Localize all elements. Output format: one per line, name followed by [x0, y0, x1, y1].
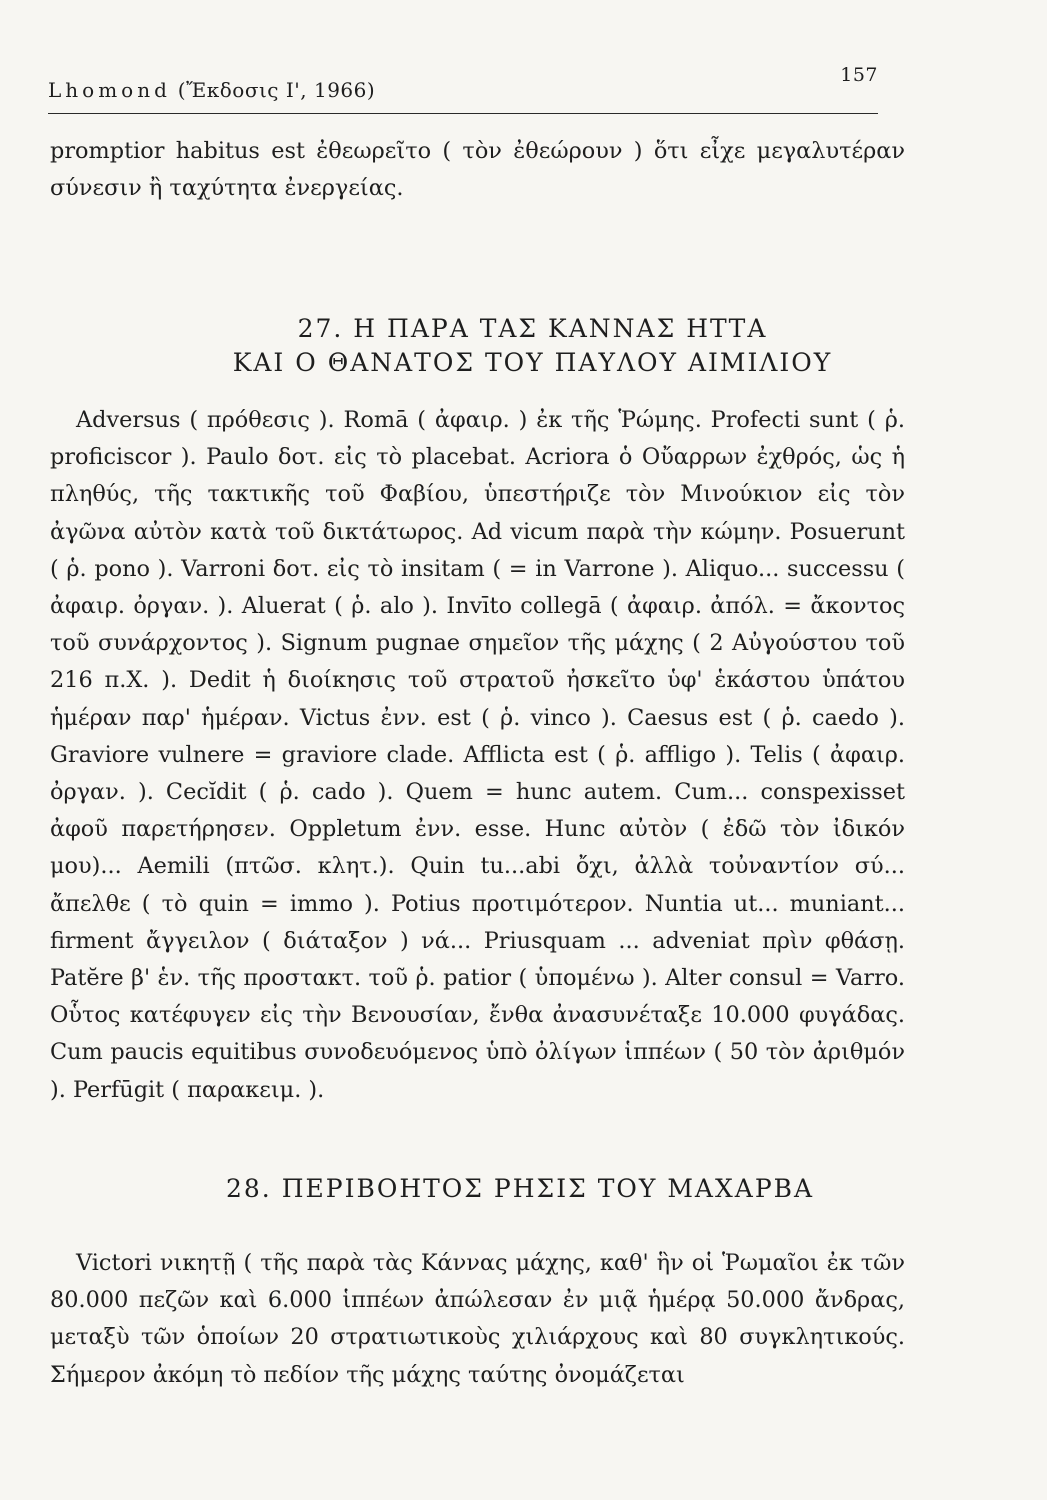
running-head-edition: (Ἔκδοσις Ι', 1966) [177, 78, 376, 102]
section-28-heading [0, 1172, 1047, 1206]
page-number: 157 [840, 64, 878, 86]
section-27-title-line-2: ΚΑΙ Ο ΘΑΝΑΤΟΣ ΤΟΥ ΠΑΥΛΟΥ ΑΙΜΙΛΙΟΥ [232, 348, 833, 377]
running-head-author: Lhomond [48, 78, 171, 102]
section-28-paragraph: Victori νικητῇ ( τῆς παρὰ τὰς Κάννας μάχης, καθ' ἣν οἱ Ῥωμαῖοι ἐκ τῶν 80.000 πεζῶν καὶ 6.000 ἱππέων ἀπώλεσαν ἐν μιᾷ ἡμέρᾳ 50.000 ἄνδρας, μεταξὺ τῶν ὁποίων 20 στρατιωτικοὺς χιλιάρχους καὶ 80 συγκλητικούς. Σήμερον ἀκόμη τὸ πεδίον τῆς μάχης ταύτης ὀνομάζεται [50, 1250, 905, 1388]
section-27-heading [0, 312, 1047, 380]
intro-paragraph: promptior habitus est ἐθεωρεῖτο ( τὸν ἐθεώρουν ) ὅτι εἶχε μεγαλυτέραν σύνεσιν ἢ ταχύτητα ἐνεργείας. [50, 138, 905, 202]
section-27-paragraph: Adversus ( πρόθεσις ). Romā ( ἀφαιρ. ) ἐκ τῆς Ῥώμης. Profecti sunt ( ῥ. proficiscor ). Paulo δοτ. εἰς τὸ placebat. Acriora ὁ Οὔαρρων ἐχθρός, ὡς ἡ πληθύς, τῆς τακτικῆς τοῦ Φαβίου, ὑπεστήριζε τὸν Μινούκιον εἰς τὸν ἀγῶνα αὐτὸν κατὰ τοῦ δικτάτωρος. Ad vicum παρὰ τὴν κώμην. Posuerunt ( ῥ. pono ). Varroni δοτ. εἰς τὸ insitam ( = in Varrone ). Aliquo... successu ( ἀφαιρ. ὀργαν. ). Aluerat ( ῥ. alo ). Invīto collegā ( ἀφαιρ. ἀπόλ. = ἄκοντος τοῦ συνάρχοντος ). Signum pugnae σημεῖον τῆς μάχης ( 2 Αὐγούστου τοῦ 216 π.Χ. ). Dedit ἡ διοίκησις τοῦ στρατοῦ ἠσκεῖτο ὑφ' ἑκάστου ὑπάτου ἡμέραν παρ' ἡμέραν. Victus ἐνν. est ( ῥ. vinco ). Caesus est ( ῥ. caedo ). Graviore vulnere = graviore clade. Afflicta est ( ῥ. affligo ). Telis ( ἀφαιρ. ὀργαν. ). Cecĭdit ( ῥ. cado ). Quem = hunc autem. Cum... conspexisset ἀφοῦ παρετήρησεν. Oppletum ἐνν. esse. Hunc αὐτὸν ( ἐδῶ τὸν ἰδικόν μου)... Aemili (πτῶσ. κλητ.). Quin tu...abi ὄχι, ἀλλὰ τοὐναντίον σύ... ἄπελθε ( τὸ quin = immo ). Potius προτιμότερον. Nuntia ut... muniant... firment ἄγγειλον ( διάταξον ) νά... Priusquam ... adveniat πρὶν φθάσῃ. Patĕre β' ἑν. τῆς προστακτ. τοῦ ῥ. patior ( ὑπομένω ). Alter consul = Varro. Οὗτος κατέφυγεν εἰς τὴν Βενουσίαν, ἔνθα ἀνασυνέταξε 10.000 φυγάδας. Cum paucis equitibus συνοδευόμενος ὑπὸ ὀλίγων ἱππέων ( 50 τὸν ἀριθμόν ). Perfūgit ( παρακειμ. ). [50, 407, 905, 1103]
section-28-title: 28. ΠΕΡΙΒΟΗΤΟΣ ΡΗΣΙΣ ΤΟΥ ΜΑΧΑΡΒΑ [226, 1174, 815, 1203]
running-head [48, 64, 878, 102]
header-rule [48, 113, 878, 114]
section-27-title-line-1: 27. Η ΠΑΡΑ ΤΑΣ ΚΑΝΝΑΣ ΗΤΤΑ [297, 314, 768, 343]
